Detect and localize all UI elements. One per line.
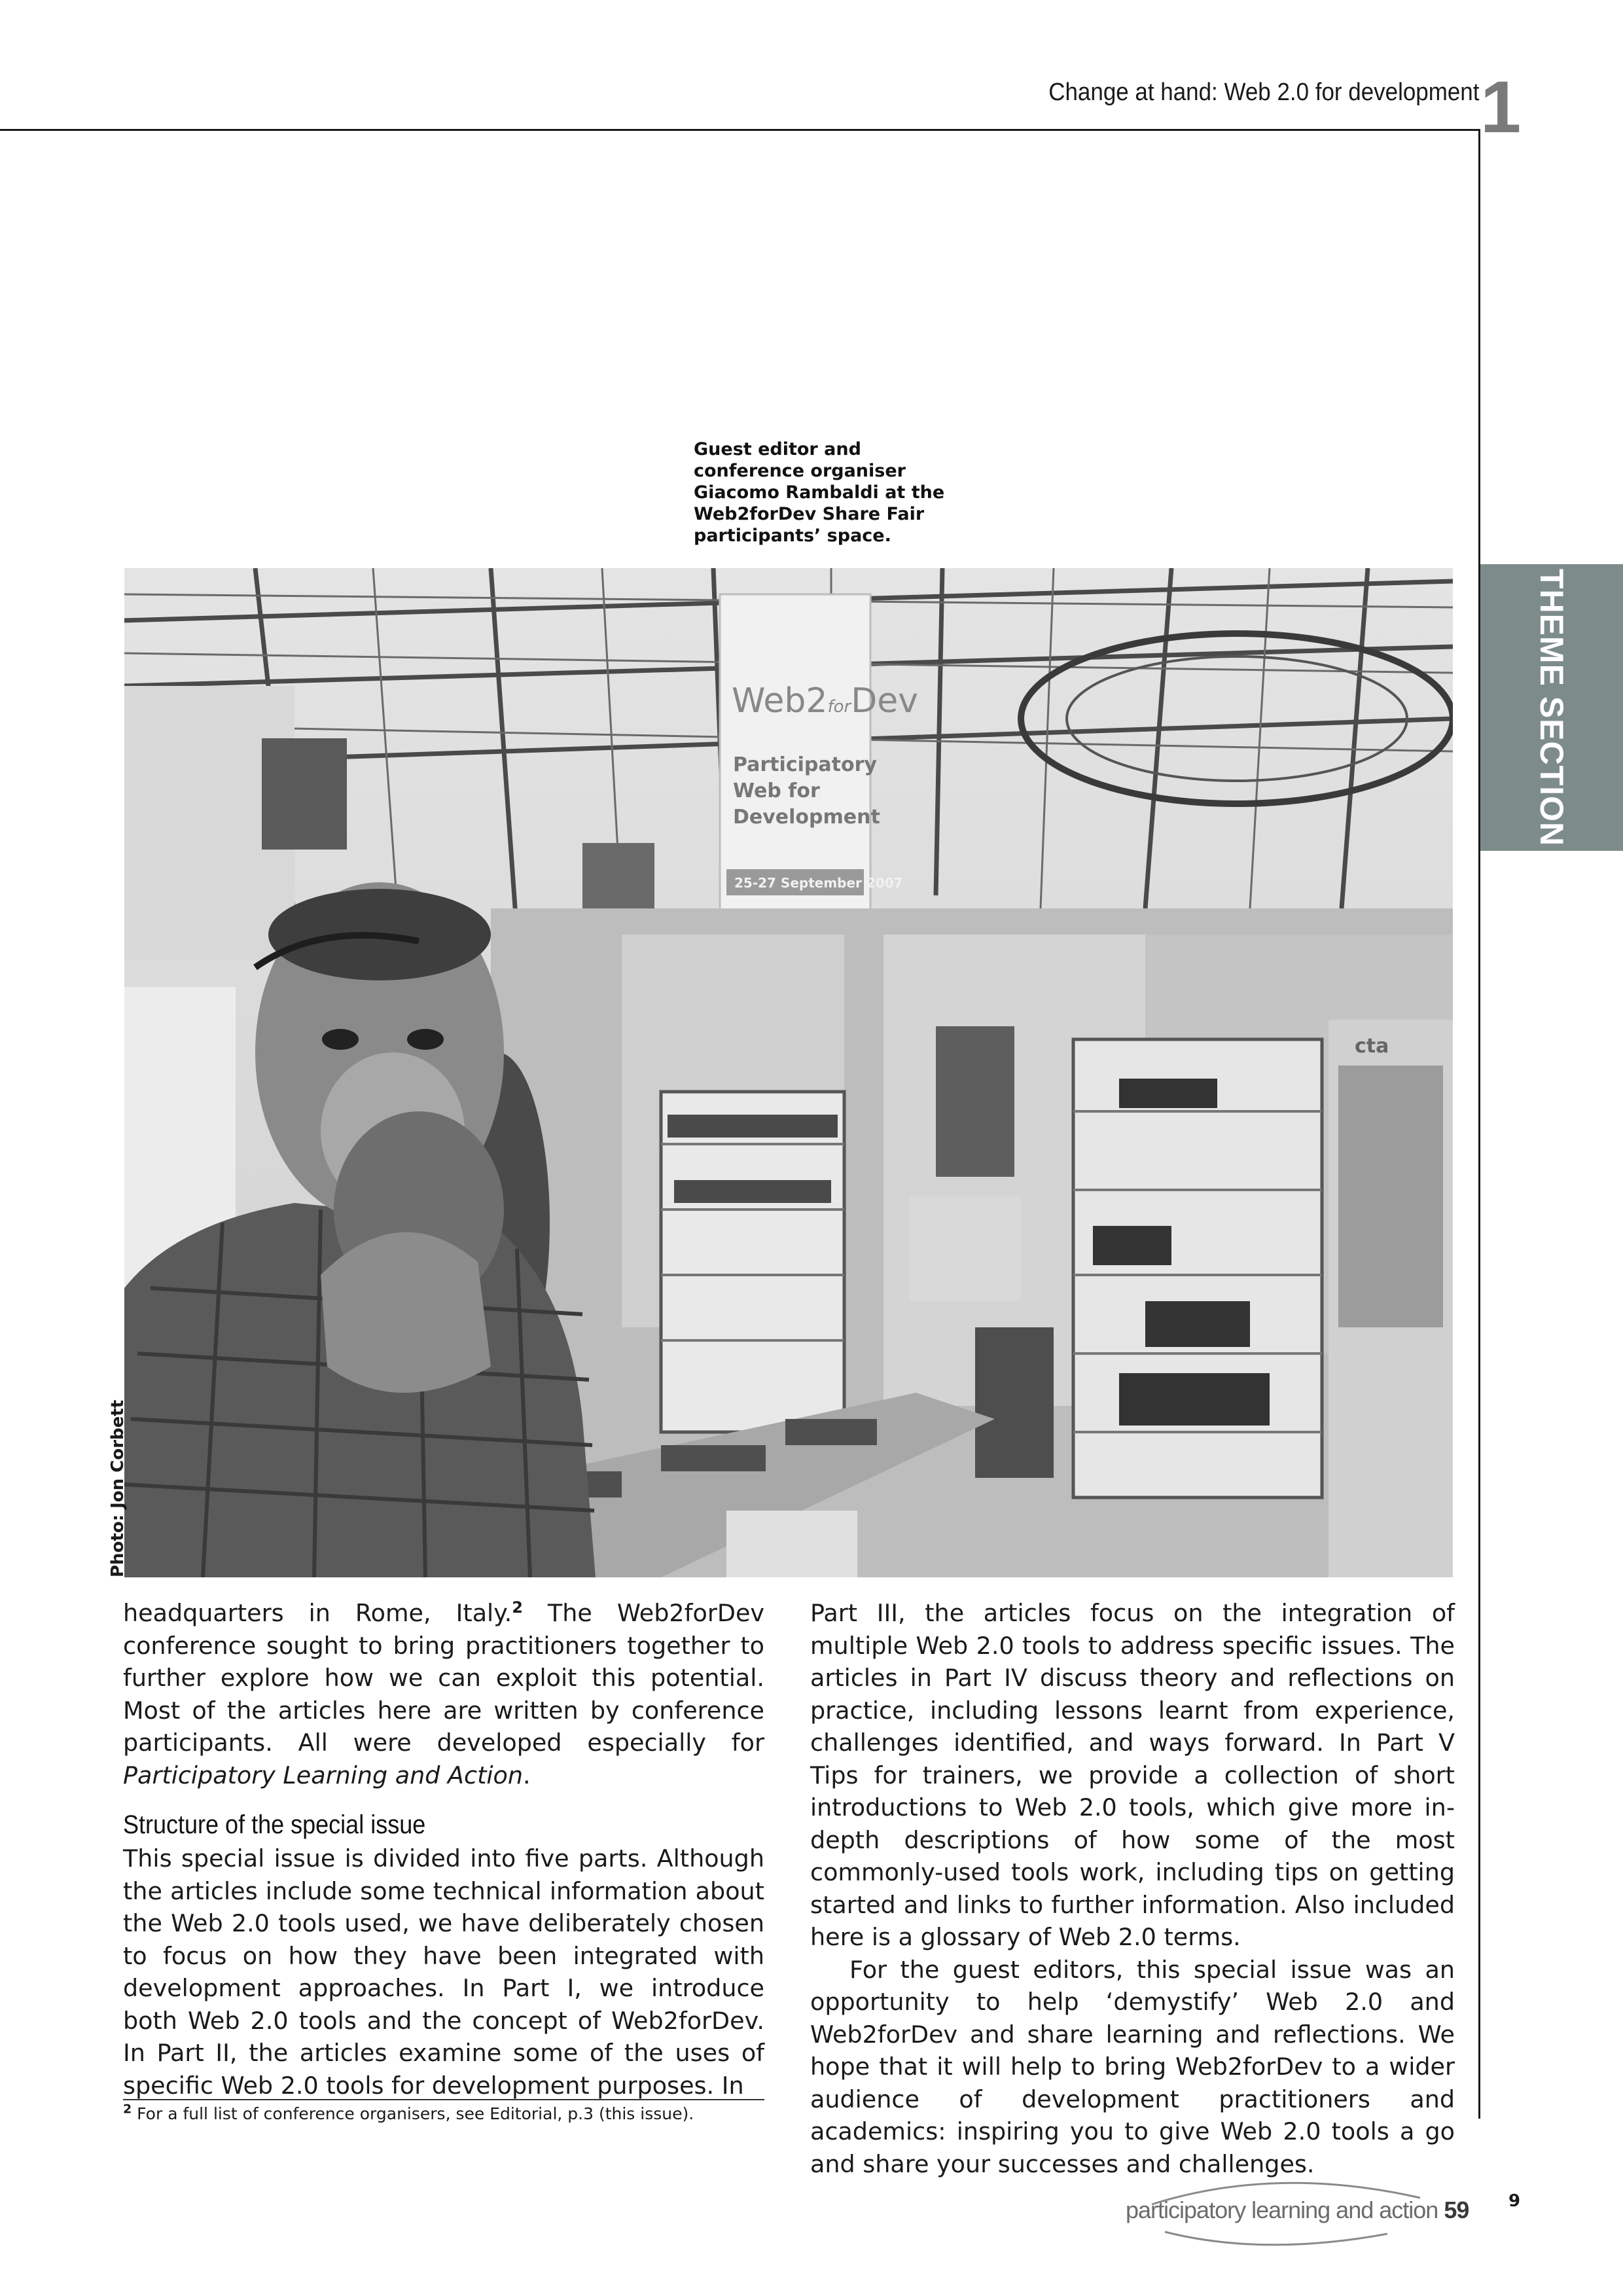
- running-header: Change at hand: Web 2.0 for development: [1048, 79, 1479, 106]
- banner-line-1: Participatory: [733, 753, 877, 776]
- body-column-right: [810, 1597, 1455, 2180]
- footnote: $^2$ For a full list of conference organisers, see Editorial, p.3 (this issue).: [123, 2102, 694, 2123]
- page-number: 9: [1508, 2191, 1521, 2211]
- journal-name: participatory learning and action 59: [1126, 2197, 1469, 2223]
- banner-dates: 25-27 September 2007: [734, 875, 903, 891]
- chapter-number: 1: [1480, 66, 1522, 148]
- conference-photo: [124, 568, 1453, 1577]
- paragraph: This special issue is divided into five parts. Although the articles include some technical information about the Web 2.0 tools used, we have deliberately chosen to focus on how they have been integrated with development approaches. In Part I, we introduce both Web 2.0 tools and the concept of Web2forDev. In Part II, the articles examine some of the uses of specific Web 2.0 tools for development purposes. In: [123, 1844, 764, 2100]
- section-heading: Structure of the special issue: [123, 1810, 426, 1839]
- footnote-rule: [123, 2099, 764, 2100]
- journal-logo: [1113, 2172, 1469, 2250]
- theme-section-label: THEME SECTION: [1533, 568, 1570, 847]
- paragraph: headquarters in Rome, Italy.$^2$ The Web2forDev conference sought to bring practitioners together to further explore how we can exploit this potential. Most of the articles here are written by conference participants. All were developed especially for Participatory Learning and Action.: [123, 1598, 764, 1789]
- issue-number: 59: [1444, 2197, 1469, 2223]
- footnote-marker: 2: [512, 1598, 523, 1617]
- journal-title: Participatory Learning and Action: [123, 1761, 524, 1789]
- theme-section-tab: [1480, 564, 1623, 851]
- photo-caption: Guest editor and conference organiser Giacomo Rambaldi at the Web2forDev Share Fair participants’ space.: [694, 439, 945, 546]
- banner-logo: Web2forDev: [732, 681, 919, 721]
- header-rule: [0, 129, 1480, 131]
- body-column-left: [123, 1597, 764, 2102]
- paragraph: For the guest editors, this special issue was an opportunity to help ‘demystify’ Web 2.0 and Web2forDev and share learning and reflections. We hope that it will help to bring Web2forDev to a wider audience of development practitioners and academics: inspiring you to give Web 2.0 tools a go and share your successes and challenges.: [810, 1955, 1455, 2178]
- poster-label: cta: [1355, 1035, 1389, 1058]
- banner-line-3: Development: [733, 806, 880, 829]
- paragraph: Part III, the articles focus on the integration of multiple Web 2.0 tools to address specific issues. The articles in Part IV discuss theory and reflections on practice, including lessons learnt from experience, challenges identified, and ways forward. In Part V Tips for trainers, we provide a collection of short introductions to Web 2.0 tools, which give more in-depth descriptions of how some of the most commonly-used tools work, including tips on getting started and links to further information. Also included here is a glossary of Web 2.0 terms.: [810, 1599, 1455, 1951]
- margin-rule: [1478, 129, 1480, 2119]
- photo-credit: Photo: Jon Corbett: [108, 1399, 128, 1577]
- banner-line-2: Web for: [733, 780, 820, 802]
